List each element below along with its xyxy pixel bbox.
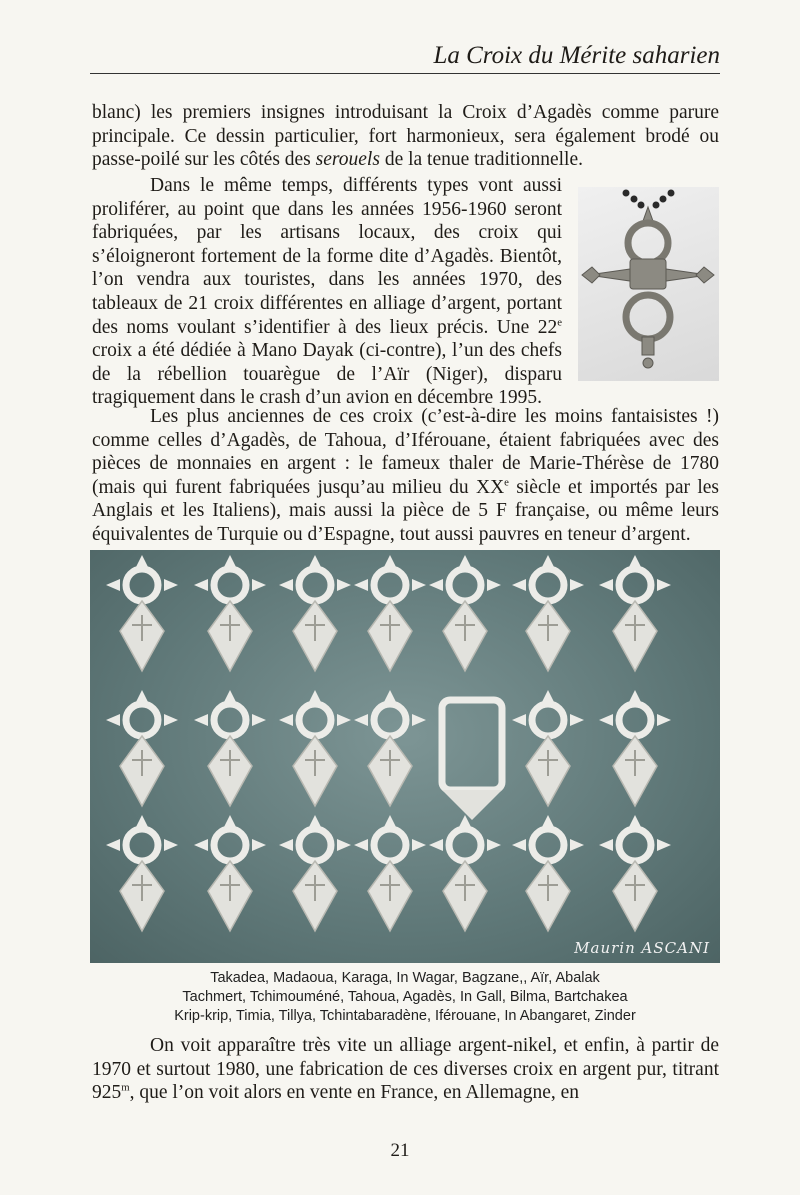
cross-pendant-illustration xyxy=(578,187,719,381)
mano-dayak-cross-photo xyxy=(578,187,719,381)
caption-line-2: Tachmert, Tchimouméné, Tahoua, Agadès, In Gall, Bilma, Bartchakea xyxy=(182,989,628,1005)
paragraph-4: On voit apparaître très vite un alliage argent-nikel, et enfin, à partir de 1970 et surtout 1980, une fabrication de ces diverses croix en argent pur, titrant 925$^m$, que l’on voit alors en vente en France, en Allemagne, en xyxy=(92,1035,719,1104)
crosses-grid-illustration xyxy=(90,550,720,963)
running-header: La Croix du Mérite saharien xyxy=(90,42,720,74)
paragraph-3: Les plus anciennes de ces croix (c’est-à-dire les moins fantaisistes !) comme celles d’Agadès, de Tahoua, d’Iférouane, étaient fabriquées avec des pièces de monnaies en argent : le fameux thaler de Marie-Thérèse de 1780 (mais qui furent fabriquées jusqu’au milieu du XXe siècle et importés par les Anglais et les Italiens), mais aussi la pièce de 5 F française, ou même leurs équivalentes de Turquie ou d’Espagne, tout aussi pauvres en teneur d’argent. xyxy=(92,406,719,545)
crosses-board-photo xyxy=(90,550,720,963)
artist-signature: Maurin ASCANI xyxy=(574,939,710,957)
page-number: 21 xyxy=(390,1140,410,1161)
paragraph-2: Dans le même temps, différents types vont aussi proliférer, au point que dans les années 1956-1960 seront fabriquées, par les artisans locaux, des croix qui s’éloigneront fortement de la forme dite d’Agadès. Bientôt, l’on vendra aux touristes, dans les années 1970, des tableaux de 21 croix différentes en alliage d’argent, portant des noms voulant s’identifier à des lieux précis. Une 22e croix a été dédiée à Mano Dayak (ci-contre), l’un des chefs de la rébellion touarègue de l’Aïr (Niger), disparu tragiquement dans le crash d’un avion en décembre 1995. xyxy=(92,175,562,409)
emphasis-serouels: serouels xyxy=(315,149,380,171)
caption-line-3: Krip-krip, Timia, Tillya, Tchintabaradène, Iférouane, In Abangaret, Zinder xyxy=(174,1008,636,1024)
caption-line-1: Takadea, Madaoua, Karaga, In Wagar, Bagzane,, Aïr, Abalak xyxy=(210,970,600,986)
paragraph-1: blanc) les premiers insignes introduisant la Croix d’Agadès comme parure principale. Ce dessin particulier, fort harmonieux, sera également brodé ou passe-poilé sur les côtés des serouels de la tenue traditionnelle. xyxy=(92,102,719,171)
photo-caption xyxy=(90,969,720,1026)
